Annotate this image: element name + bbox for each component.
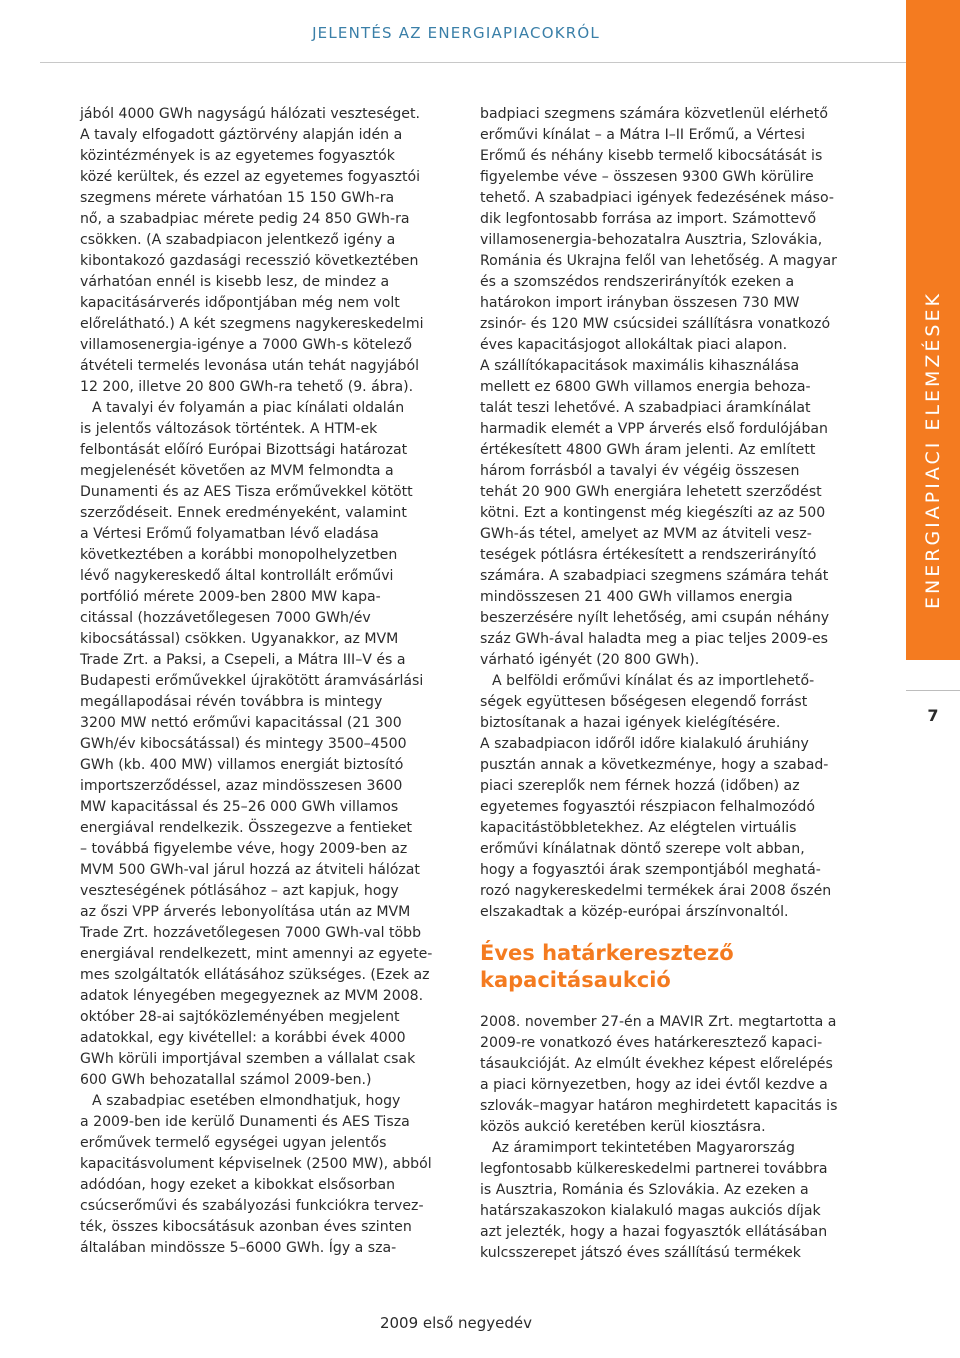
text-line: a piaci környezetben, hogy az idei évtől kezdve a <box>480 1077 828 1093</box>
text-line: Erőmű és néhány kisebb termelő kibocsátását is <box>480 148 823 164</box>
text-line: nő, a szabadpiac mérete pedig 24 850 GWh-ra <box>80 211 410 227</box>
section-heading-line-1: Éves határkeresztező <box>480 941 734 965</box>
page-number: 7 <box>927 706 939 725</box>
section-tab-label: ENERGIAPIACI ELEMZÉSEK <box>922 291 944 609</box>
text-line: a Vértesi Erőmű folyamatban lévő eladása <box>80 526 379 542</box>
text-line: elszakadtak a közép-európai árszínvonaltól. <box>480 904 789 920</box>
text-line: rozó nagykereskedelmi termékek árai 2008 őszén <box>480 883 832 899</box>
text-line: citással (hozzávetőlegesen 7000 GWh/év <box>80 610 371 626</box>
text-line: legfontosabb külkereskedelmi partnerei továbbra <box>480 1161 828 1177</box>
text-line: határokon import irányban összesen 730 MW <box>480 295 800 311</box>
text-line: energiával rendelkezik. Összegezve a fentieket <box>80 820 413 836</box>
text-line: ték, összes kibocsátásuk azonban éves szinten <box>80 1219 412 1235</box>
text-line: A belföldi erőművi kínálat és az importlehető- <box>492 673 815 689</box>
text-line: szlovák–magyar határon meghirdetett kapacitás is <box>480 1098 838 1114</box>
text-line: – továbbá figyelembe véve, hogy 2009-ben az <box>80 841 408 857</box>
text-line: biztosítanak a hazai igények kielégítésére. <box>480 715 781 731</box>
text-line: felbontását előíró Európai Bizottsági határozat <box>80 442 408 458</box>
text-line: és a szomszédos rendszerirányítók ezeken a <box>480 274 795 290</box>
text-line: adatokkal, egy kivétellel: a korábbi évek 4000 <box>80 1030 406 1046</box>
text-line: erőművi kínálat – a Mátra I–II Erőmű, a Vértesi <box>480 127 806 143</box>
text-line: várhatóan ennél is kisebb lesz, de mindez a <box>80 274 390 290</box>
section-heading-line-2: kapacitásaukció <box>480 968 671 992</box>
text-line: 600 GWh behozatallal számol 2009-ben.) <box>80 1072 372 1088</box>
section-body-column <box>480 1012 842 1264</box>
text-line: Románia és Ukrajna felől van lehetőség. A magyar <box>480 253 837 269</box>
text-line: dik legfontosabb forrása az import. Számottevő <box>480 211 817 227</box>
text-line: kötni. Ezt a kontingenst még kiegészíti az az 500 <box>480 505 826 521</box>
text-line: mes szolgáltatók ellátásához szükséges. (Ezek az <box>80 967 430 983</box>
text-line: szerződéseit. Ennek eredményeként, valamint <box>80 505 407 521</box>
text-line: teségek pótlásra értékesített a rendszerirányító <box>480 547 817 563</box>
text-line: csúcserőművi és szabályozási funkciókra tervez- <box>80 1198 424 1214</box>
text-line: 2008. november 27-én a MAVIR Zrt. megtartotta a <box>480 1014 837 1030</box>
text-line: talát teszi lehetővé. A szabadpiaci áramkínálat <box>480 400 811 416</box>
text-line: importszerződéssel, azaz mindösszesen 3600 <box>80 778 403 794</box>
text-line: értékesített 4800 GWh áram jelenti. Az említett <box>480 442 816 458</box>
text-line: száz GWh-ával haladta meg a piac teljes 2009-es <box>480 631 829 647</box>
text-line: jából 4000 GWh nagyságú hálózati veszteséget. <box>80 106 420 122</box>
text-line: is jelentős változások történtek. A HTM-ek <box>80 421 378 437</box>
text-line: közé kerültek, és ezzel az egyetemes fogyasztói <box>80 169 421 185</box>
text-line: ségek együttesen bőségesen elegendő forrást <box>480 694 808 710</box>
page-footer: 2009 első negyedév <box>379 1314 533 1332</box>
text-line: következtében a korábbi monopolhelyzetben <box>80 547 398 563</box>
text-line: GWh körüli importjával szemben a vállalat csak <box>80 1051 416 1067</box>
text-line: MW kapacitással és 25–26 000 GWh villamos <box>80 799 399 815</box>
text-line: piaci szereplők nem férnek hozzá (időben) az <box>480 778 800 794</box>
text-line: megjelenését követően az MVM felmondta a <box>80 463 394 479</box>
text-line: kapacitástöbbletekhez. Az elégtelen virtuális <box>480 820 797 836</box>
text-line: MVM 500 GWh-val járul hozzá az átviteli hálózat <box>80 862 420 878</box>
text-line: lévő nagykereskedő által kontrollált erőművi <box>80 568 394 584</box>
text-line: szegmens mérete várhatóan 15 150 GWh-ra <box>80 190 395 206</box>
text-line: kibocsátással) csökken. Ugyanakkor, az MVM <box>80 631 399 647</box>
text-line: az őszi VPP árverés lebonyolítása után az MVM <box>80 904 411 920</box>
text-line: is Ausztria, Románia és Szlovákia. Az ezeken a <box>480 1182 809 1198</box>
text-line: villamosenergia-behozatalra Ausztria, Szlovákia, <box>480 232 823 248</box>
text-line: A szabadpiacon időről időre kialakuló áruhiány <box>480 736 809 752</box>
text-line: adatok lényegében megegyeznek az MVM 2008. <box>80 988 424 1004</box>
text-line: GWh (kb. 400 MW) villamos energiát biztosító <box>80 757 404 773</box>
text-line: határszakaszokon kialakuló magas aukciós díjak <box>480 1203 821 1219</box>
text-line: általában mindössze 5–6000 GWh. Így a sza- <box>80 1240 397 1256</box>
text-line: Dunamenti és az AES Tisza erőművekkel kötött <box>80 484 413 500</box>
text-line: figyelembe véve – összesen 9300 GWh körülire <box>480 169 814 185</box>
text-line: október 28-ai sajtóközleményében megjelent <box>80 1009 400 1025</box>
right-text-column <box>480 104 842 923</box>
text-line: harmadik elemét a VPP árverés első fordulójában <box>480 421 828 437</box>
text-line: kapacitásvolument képviselnek (2500 MW), abból <box>80 1156 432 1172</box>
text-line: A tavaly elfogadott gáztörvény alapján idén a <box>80 127 403 143</box>
text-line: azt jelezték, hogy a hazai fogyasztók ellátásában <box>480 1224 828 1240</box>
text-line: 12 200, illetve 20 800 GWh-ra tehető (9. ábra). <box>80 379 414 395</box>
text-line: badpiaci szegmens számára közvetlenül elérhető <box>480 106 828 122</box>
text-line: megállapodásai révén továbbra is mintegy <box>80 694 383 710</box>
section-heading <box>480 940 842 994</box>
text-line: a 2009-ben ide kerülő Dunamenti és AES Tisza <box>80 1114 410 1130</box>
text-line: erőművi kínálatnak döntő szerepe volt abban, <box>480 841 805 857</box>
text-line: tásaukcióját. Az elmúlt évekhez képest előrelépés <box>480 1056 833 1072</box>
text-line: GWh/év kibocsátással) és mintegy 3500–4500 <box>80 736 407 752</box>
text-line: csökken. (A szabadpiacon jelentkező igény a <box>80 232 396 248</box>
text-line: kulcsszerepet játszó éves szállítású termékek <box>480 1245 801 1261</box>
text-line: várható igényét (20 800 GWh). <box>480 652 700 668</box>
text-line: mellett ez 6800 GWh villamos energia behoza- <box>480 379 811 395</box>
text-line: zsinór- és 120 MW csúcsidei szállításra vonatkozó <box>480 316 831 332</box>
text-line: közös aukció keretében kerül kiosztásra. <box>480 1119 766 1135</box>
text-line: villamosenergia-igénye a 7000 GWh-s kötelező <box>80 337 413 353</box>
text-line: beszerzésére nyílt lehetőség, ami csupán néhány <box>480 610 830 626</box>
text-line: tehető. A szabadpiaci igények fedezésének máso- <box>480 190 834 206</box>
text-line: átvételi termelés levonása után tehát nagyjából <box>80 358 419 374</box>
text-line: energiával rendelkezett, mint amennyi az egyete- <box>80 946 433 962</box>
text-line: három forrásból a tavalyi év végéig összesen <box>480 463 800 479</box>
left-text-column <box>80 104 440 1259</box>
text-line: A szállítókapacitások maximális kihasználása <box>480 358 800 374</box>
text-line: tehát 20 900 GWh energiára lehetett szerződést <box>480 484 822 500</box>
text-line: 2009-re vonatkozó éves határkeresztező kapaci- <box>480 1035 823 1051</box>
text-line: Trade Zrt. a Paksi, a Csepeli, a Mátra III–V és a <box>80 652 406 668</box>
text-line: A szabadpiac esetében elmondhatjuk, hogy <box>92 1093 401 1109</box>
text-line: A tavalyi év folyamán a piac kínálati oldalán <box>92 400 405 416</box>
running-header: JELENTÉS AZ ENERGIAPIACOKRÓL <box>312 24 600 42</box>
text-line: Az áramimport tekintetében Magyarország <box>492 1140 795 1156</box>
text-line: hogy a fogyasztói árak szempontjából meghatá- <box>480 862 821 878</box>
text-line: adódóan, hogy ezeket a kibokkat elsősorban <box>80 1177 396 1193</box>
text-line: Budapesti erőművekkel újrakötött áramvásárlási <box>80 673 424 689</box>
text-line: kapacitásárverés időpontjában még nem volt <box>80 295 400 311</box>
text-line: pusztán annak a következménye, hogy a szabad- <box>480 757 829 773</box>
text-line: közintézmények is az egyetemes fogyasztók <box>80 148 395 164</box>
text-line: mindösszesen 21 400 GWh villamos energia <box>480 589 793 605</box>
text-line: számára. A szabadpiaci szegmens számára tehát <box>480 568 829 584</box>
text-line: egyetemes fogyasztói részpiacon felhalmozódó <box>480 799 815 815</box>
text-line: Trade Zrt. hozzávetőlegesen 7000 GWh-val több <box>80 925 422 941</box>
text-line: veszteségének pótlásához – azt kapjuk, hogy <box>80 883 399 899</box>
text-line: GWh-ás tétel, amelyet az MVM az átviteli vesz- <box>480 526 812 542</box>
text-line: előrelátható.) A két szegmens nagykereskedelmi <box>80 316 424 332</box>
text-line: éves kapacitásjogot allokáltak piaci alapon. <box>480 337 788 353</box>
text-line: kibontakozó gazdasági recesszió következtében <box>80 253 419 269</box>
sidebar-divider <box>906 690 960 691</box>
text-line: 3200 MW nettó erőművi kapacitással (21 300 <box>80 715 402 731</box>
text-line: portfólió mérete 2009-ben 2800 MW kapa- <box>80 589 381 605</box>
text-line: erőművek termelő egységei ugyan jelentős <box>80 1135 387 1151</box>
header-divider <box>40 62 906 63</box>
